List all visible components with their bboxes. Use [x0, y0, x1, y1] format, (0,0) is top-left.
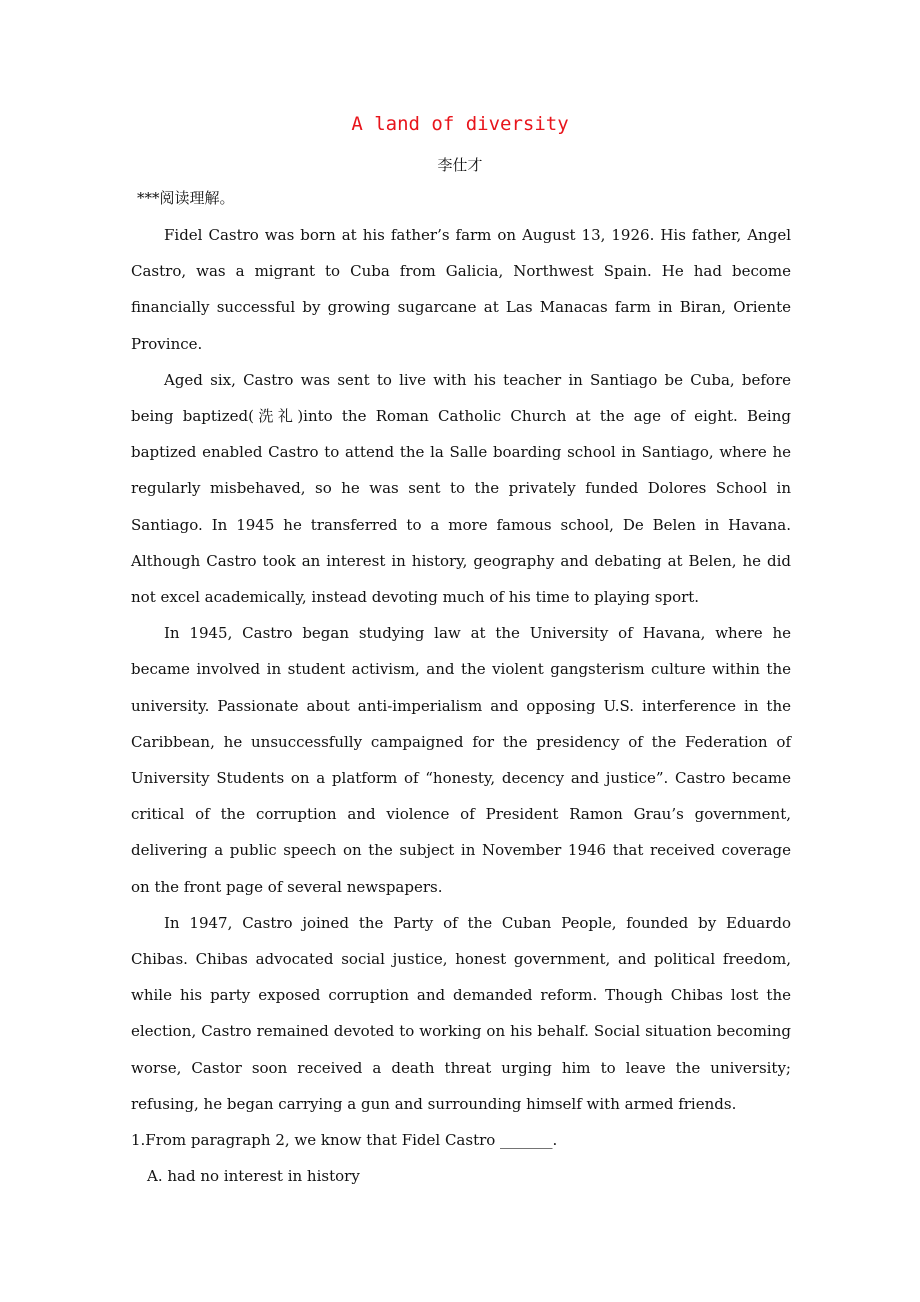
paragraph-1: Fidel Castro was born at his father’s farm on August 13, 1926. His father, Angel Castro, was a migrant to Cuba from Galicia, Northwest Spain. He had become financially successful by growing sugarcane at Las Manacas farm in Biran, Oriente Province. [131, 226, 791, 353]
question-1: 1.From paragraph 2, we know that Fidel Castro _______. [131, 1131, 558, 1150]
article-body [131, 217, 791, 1194]
paragraph-4: In 1947, Castro joined the Party of the Cuban People, founded by Eduardo Chibas. Chibas advocated social justice, honest government, and political freedom, while his party exposed corruption and demanded reform. Though Chibas lost the election, Castro remained devoted to working on his behalf. Social situation becoming worse, Castor soon received a death threat urging him to leave the university; refusing, he began carrying a gun and surrounding himself with armed friends. [131, 913, 791, 1113]
author-name: 李仕才 [437, 156, 483, 174]
section-label: ***阅读理解。 [137, 189, 235, 207]
question-1-option-a: A. had no interest in history [147, 1167, 360, 1186]
paragraph-3: In 1945, Castro began studying law at the University of Havana, where he became involved in student activism, and the violent gangsterism culture within the university. Passionate about anti-imperialism and opposing U.S. interference in the Caribbean, he unsuccessfully campaigned for the presidency of the Federation of University Students on a platform of “honesty, decency and justice”. Castro became critical of the corruption and violence of President Ramon Grau’s government, delivering a public speech on the subject in November 1946 that received coverage on the front page of several newspapers. [131, 624, 791, 896]
paragraph-2: Aged six, Castro was sent to live with his teacher in Santiago be Cuba, before being baptized(洗礼)into the Roman Catholic Church at the age of eight. Being baptized enabled Castro to attend the la Salle boarding school in Santiago, where he regularly misbehaved, so he was sent to the privately funded Dolores School in Santiago. In 1945 he transferred to a more famous school, De Belen in Havana. Although Castro took an interest in history, geography and debating at Belen, he did not excel academically, instead devoting much of his time to playing sport. [131, 370, 791, 607]
document-title: A land of diversity [351, 113, 569, 135]
